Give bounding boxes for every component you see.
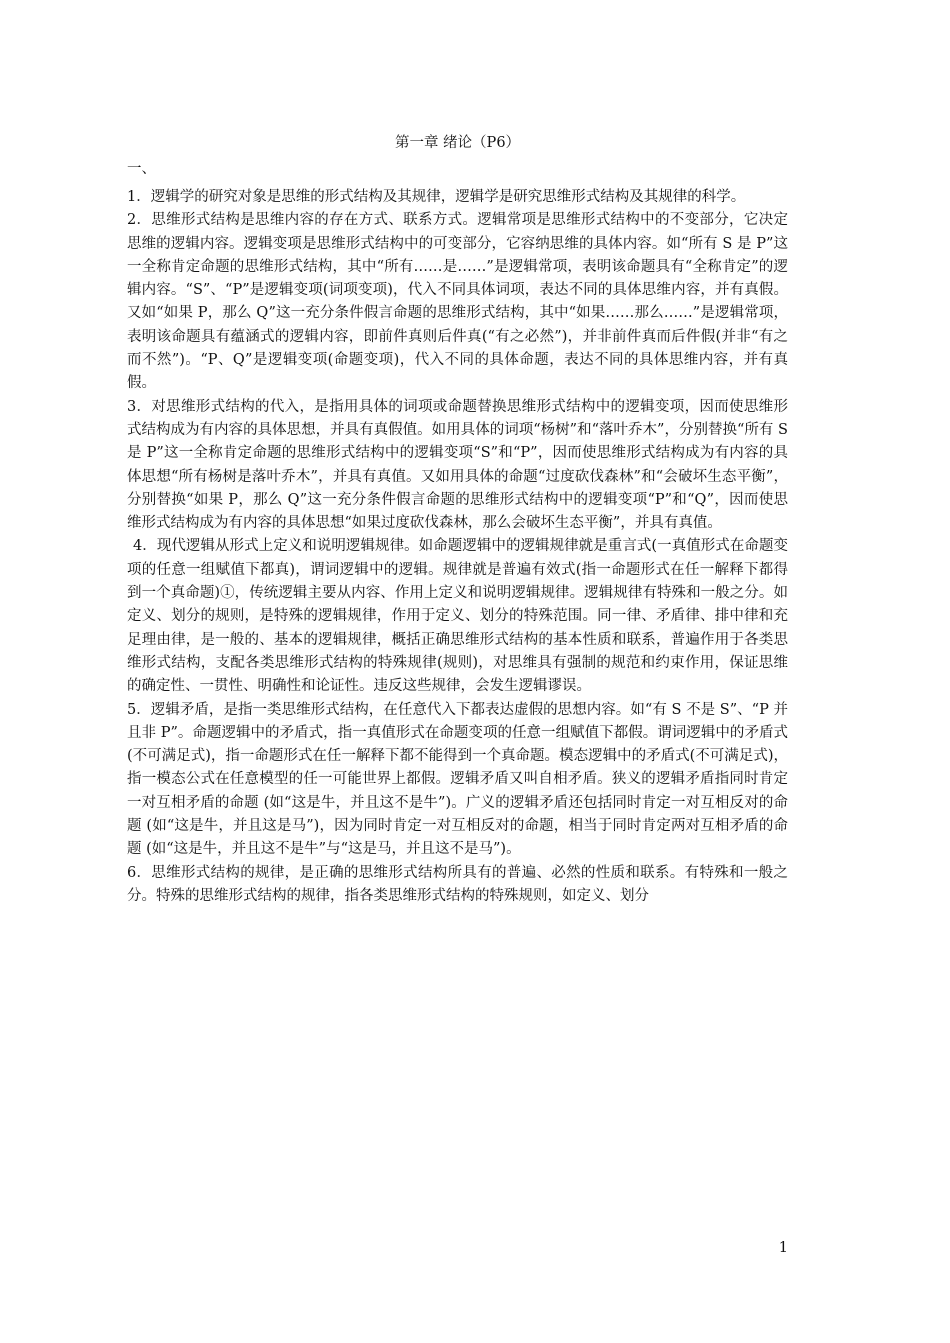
paragraph-4: 4．现代逻辑从形式上定义和说明逻辑规律。如命题逻辑中的逻辑规律就是重言式(一真值形式在命题变项的任意一组赋值下都真)，谓词逻辑中的逻辑。规律就是普遍有效式(指一命题形式在任一解释下都得到一个真命题)①，传统逻辑主要从内容、作用上定义和说明逻辑规律。逻辑规律有特殊和一般之分。如定义、划分的规则，是特殊的逻辑规律，作用于定义、划分的特殊范围。同一律、矛盾律、排中律和充足理由律，是一般的、基本的逻辑规律，概括正确思维形式结构的基本性质和联系，普遍作用于各类思维形式结构，支配各类思维形式结构的特殊规律(规则)，对思维具有强制的规范和约束作用，保证思维的确定性、一贯性、明确性和论证性。违反这些规律，会发生逻辑谬误。: [127, 538, 788, 695]
document-body: [127, 132, 788, 908]
paragraph-2: 2．思维形式结构是思维内容的存在方式、联系方式。逻辑常项是思维形式结构中的不变部分，它决定思维的逻辑内容。逻辑变项是思维形式结构中的可变部分，它容纳思维的具体内容。如“所有 S 是 P”这一全称肯定命题的思维形式结构，其中“所有……是……”是逻辑常项，表明该命题具有“全称肯定”的逻辑内容。“S”、“P”是逻辑变项(词项变项)，代入不同具体词项，表达不同的具体思维内容，并有真假。又如“如果 P，那么 Q”这一充分条件假言命题的思维形式结构，其中“如果……那么……”是逻辑常项，表明该命题具有蕴涵式的逻辑内容，即前件真则后件真(“有之必然”)，并非前件真而后件假(并非“有之而不然”)。“P、Q”是逻辑变项(命题变项)，代入不同的具体命题，表达不同的具体思维内容，并有真假。: [127, 212, 788, 392]
paragraph-3: 3．对思维形式结构的代入，是指用具体的词项或命题替换思维形式结构中的逻辑变项，因而使思维形式结构成为有内容的具体思想，并具有真假值。如用具体的词项“杨树”和“落叶乔木”，分别替换“所有 S 是 P”这一全称肯定命题的思维形式结构中的逻辑变项“S”和“P”，因而使思维形式结构成为有内容的具体思想“所有杨树是落叶乔木”，并具有真值。又如用具体的命题“过度砍伐森林”和“会破坏生态平衡”，分别替换“如果 P，那么 Q”这一充分条件假言命题的思维形式结构中的逻辑变项“P”和“Q”，因而使思维形式结构成为有内容的具体思想“如果过度砍伐森林，那么会破坏生态平衡”，并具有真值。: [127, 398, 788, 532]
chapter-title: 第一章 绪论（P6）: [394, 135, 521, 151]
paragraph-5: 5．逻辑矛盾，是指一类思维形式结构，在任意代入下都表达虚假的思想内容。如“有 S 不是 S”、“P 并且非 P”。命题逻辑中的矛盾式，指一真值形式在命题变项的任意一组赋值下都假。谓词逻辑中的矛盾式(不可满足式)，指一命题形式在任一解释下都不能得到一个真命题。模态逻辑中的矛盾式(不可满足式)，指一模态公式在任意模型的任一可能世界上都假。逻辑矛盾又叫自相矛盾。狭义的逻辑矛盾指同时肯定一对互相矛盾的命题 (如“这是牛，并且这不是牛”)。广义的逻辑矛盾还包括同时肯定一对互相反对的命题 (如“这是牛，并且这是马”)，因为同时肯定一对互相反对的命题，相当于同时肯定两对互相矛盾的命题 (如“这是牛，并且这不是牛”与“这是马，并且这不是马”)。: [127, 701, 788, 858]
page-number: 1: [778, 1240, 788, 1256]
paragraph-6: 6．思维形式结构的规律，是正确的思维形式结构所具有的普遍、必然的性质和联系。有特殊和一般之分。特殊的思维形式结构的规律，指各类思维形式结构的特殊规则，如定义、划分: [127, 864, 788, 904]
paragraph-1: 1．逻辑学的研究对象是思维的形式结构及其规律，逻辑学是研究思维形式结构及其规律的科学。: [127, 189, 746, 205]
section-mark: 一、: [127, 161, 156, 177]
